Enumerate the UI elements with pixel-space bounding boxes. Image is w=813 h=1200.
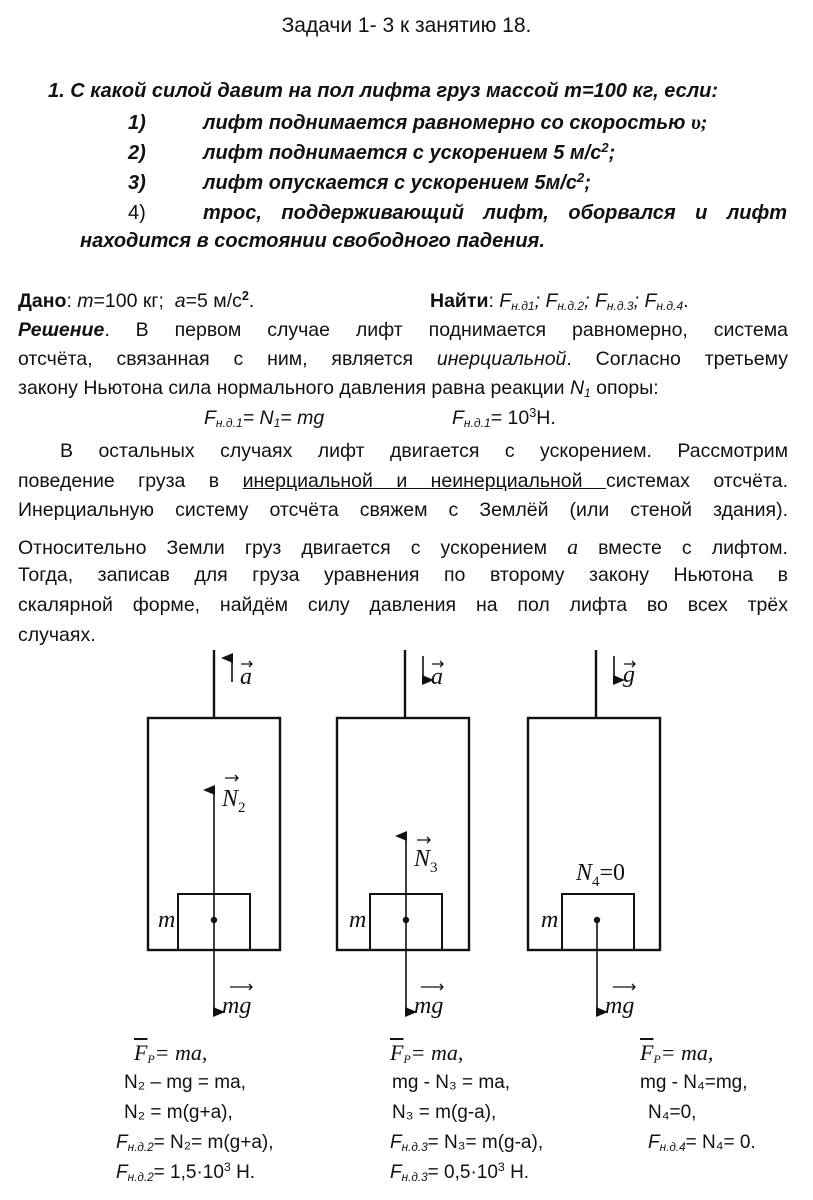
eq-fnd1-sub: н.д.1 xyxy=(215,416,243,431)
c1-vec-rhs: = ma, xyxy=(154,1040,208,1065)
sol-p2-4a: Относительно Земли груз двигается с ускорением xyxy=(18,537,568,559)
given-mass-var: m xyxy=(77,290,94,312)
eq-fnd1-line xyxy=(204,407,324,430)
lift-2-N-letter: N xyxy=(414,846,431,872)
given-line: Дано: m=100 кг; a=5 $м/с^2$. xyxy=(18,289,255,312)
lift-2-accel-label: a xyxy=(431,664,443,690)
lift-3-mass-label: m xyxy=(541,907,559,933)
given-label: Дано xyxy=(18,290,67,312)
lift-1-center-dot xyxy=(211,917,217,923)
c1-l2: N₂ – mg = ma, xyxy=(124,1072,246,1093)
c1-l3: N₂ = m(g+a), xyxy=(124,1102,233,1123)
lift-3-N-sub: 4 xyxy=(592,874,600,890)
eq-fnd1v-eq: = 10 xyxy=(490,407,530,429)
case-4-text: трос, поддерживающий лифт, оборвался и лифт xyxy=(203,202,787,224)
lift-2-N-label xyxy=(413,846,438,876)
c3-l2: mg - N₄=mg, xyxy=(640,1072,748,1093)
sol-p2-4b: a xyxy=(567,534,579,559)
c3-l3: N₄=0, xyxy=(648,1102,697,1123)
lift-1-N-label xyxy=(221,786,246,816)
eq-fnd1-mg: = mg xyxy=(280,407,325,429)
find-f2: ; F xyxy=(534,290,558,312)
solution-p2-4 xyxy=(18,534,788,560)
c2-l3: N₃ = m(g-a), xyxy=(392,1102,497,1123)
find-f2-sub: н.д.2 xyxy=(557,299,585,314)
case-3-num: 3) xyxy=(128,172,146,194)
lift-diagrams xyxy=(0,640,813,1030)
c3-l4-sub: н.д.4 xyxy=(659,1140,686,1154)
case-1-text: лифт поднимается равномерно со скоростью xyxy=(203,112,686,134)
eq-fnd1v-unit: Н. xyxy=(536,407,556,429)
lift-2-weight-label: mg xyxy=(414,993,444,1019)
lift-1-N-sub: 2 xyxy=(238,800,246,816)
sol-p2-2b: инерциальной и неинерциальной xyxy=(242,470,606,492)
c2-l4 xyxy=(390,1132,543,1154)
c3-l4-rhs: = N₄= 0. xyxy=(685,1132,756,1153)
c1-l5 xyxy=(116,1162,255,1184)
c1-l5-sup: 3 xyxy=(223,1160,231,1175)
c1-l5-val: = 1,5·10 xyxy=(153,1162,224,1183)
lift-1-accel-label: a xyxy=(240,664,252,690)
c2-l5-unit: Н. xyxy=(504,1162,530,1183)
lift-2-center-dot xyxy=(403,917,409,923)
solution-p2-1: В остальных случаях лифт двигается с ускорением. Рассмотрим xyxy=(60,440,788,462)
c1-l4-rhs: = N₂= m(g+a), xyxy=(153,1132,274,1153)
case-4-num: 4) xyxy=(128,202,146,224)
solution-label: Решение xyxy=(18,319,105,341)
sol-l2c: . Согласно третьему xyxy=(566,348,788,370)
given-acc-val: =5 м/с xyxy=(185,290,242,312)
solution-line-1 xyxy=(18,319,788,342)
find-f3-sub: н.д.3 xyxy=(606,299,634,314)
c2-l4-F: F xyxy=(390,1132,402,1153)
c2-FP-sub: P xyxy=(403,1052,411,1066)
c1-l5-unit: Н. xyxy=(230,1162,256,1183)
case-2-text: лифт поднимается с ускорением 5 м/с xyxy=(203,142,602,164)
lift-1-mass-label: m xyxy=(158,907,176,933)
c1-l4-sub: н.д.2 xyxy=(127,1140,154,1154)
case-2-tail: ; xyxy=(608,142,616,164)
case-3 xyxy=(203,169,591,195)
case-1-num: 1) xyxy=(128,112,146,134)
case-1-tail: υ; xyxy=(690,112,708,134)
given-mass-val: =100 кг; xyxy=(93,290,164,312)
c1-l4-F: F xyxy=(116,1132,128,1153)
eq-fnd1v-sup: 3 xyxy=(529,406,537,421)
c3-l4 xyxy=(648,1132,756,1154)
c2-l4-rhs: = N₃= m(g-a), xyxy=(427,1132,544,1153)
lift-3-center-dot xyxy=(594,917,600,923)
lift-3-N-eq: =0 xyxy=(599,860,626,886)
c2-FP: $\overline{F}$ xyxy=(390,1040,404,1065)
find-end: . xyxy=(683,290,689,312)
c3-vec-rhs: = ma, xyxy=(660,1040,714,1065)
c1-l5-sub: н.д.2 xyxy=(127,1170,154,1184)
given-acc-sup: 2 xyxy=(241,289,249,304)
c3-vector-eq xyxy=(640,1040,713,1066)
lift-2-N-sub: 3 xyxy=(430,860,438,876)
c2-vector-eq xyxy=(390,1040,463,1066)
c2-l4-sub: н.д.3 xyxy=(401,1140,428,1154)
solution-p2-3: Инерциальную систему отсчёта свяжем с Землёй (или стеной здания). xyxy=(18,499,788,521)
sol-l2a: отсчёта, связанная с ним, является xyxy=(18,348,437,370)
sol-l3-N: N xyxy=(569,377,585,399)
eq-fnd1v-sub: н.д.1 xyxy=(463,416,491,431)
c3-FP-sub: P xyxy=(653,1052,661,1066)
find-f1: F xyxy=(499,290,512,312)
eq-fnd1-eqN: = N xyxy=(242,407,274,429)
c3-FP: $\overline{F}$ xyxy=(640,1040,654,1065)
case-2 xyxy=(203,139,616,165)
case-2-sup: 2 xyxy=(601,139,609,155)
lift-3-N-letter: N xyxy=(576,860,593,886)
find-label: Найти xyxy=(430,290,489,312)
eq-fnd1v-F: F xyxy=(452,407,464,429)
find-line: Найти: $F_{н.д1}$; $F_{н.д.2}$; $F_{н.д.3}$; $F_{н.д.4}$. xyxy=(430,290,689,314)
solution-line-1-text: . В первом случае лифт поднимается равномерно, система xyxy=(104,319,788,341)
sol-p2-2c: системах отсчёта. xyxy=(605,470,788,492)
c2-l5-F: F xyxy=(390,1162,402,1183)
sol-l3-N-sub: 1 xyxy=(584,386,591,401)
lift-3-N-label xyxy=(575,860,625,890)
solution-line-3 xyxy=(18,377,659,400)
problem-question: 1. С какой силой давит на пол лифта груз массой m=100 кг, если: xyxy=(48,80,719,102)
c2-l5-sub: н.д.3 xyxy=(401,1170,428,1184)
find-f4-sub: н.д.4 xyxy=(656,299,684,314)
c1-FP: $\overline{F}$ xyxy=(134,1040,148,1065)
c2-l2: mg - N₃ = ma, xyxy=(392,1072,511,1093)
solution-p2-7: случаях. xyxy=(18,624,96,646)
sol-l2b: инерциальной xyxy=(436,348,567,370)
find-f3: ; F xyxy=(584,290,607,312)
lift-1-N-letter: N xyxy=(222,786,239,812)
case-2-num: 2) xyxy=(128,142,146,164)
find-f4: ; F xyxy=(633,290,657,312)
eq-fnd1-value xyxy=(452,407,556,430)
c1-l5-F: F xyxy=(116,1162,128,1183)
lift-1-weight-label: mg xyxy=(222,993,252,1019)
sol-l3a: закону Ньютона сила нормального давления равна реакции xyxy=(18,377,570,399)
case-4-text2: находится в состоянии свободного падения. xyxy=(80,230,545,252)
c3-l4-F: F xyxy=(648,1132,660,1153)
solution-p2-2 xyxy=(18,470,788,493)
c2-l5-sup: 3 xyxy=(497,1160,505,1175)
eq-fnd1-F: F xyxy=(204,407,216,429)
c1-l4 xyxy=(116,1132,274,1154)
case-3-tail: ; xyxy=(584,172,591,194)
c2-vec-rhs: = ma, xyxy=(410,1040,464,1065)
c1-vector-eq xyxy=(134,1040,207,1066)
sol-l3b: опоры: xyxy=(590,377,659,399)
find-f1-sub: н.д1 xyxy=(511,299,535,314)
sol-p2-4c: вместе с лифтом. xyxy=(578,537,788,559)
c1-FP-sub: P xyxy=(147,1052,155,1066)
eq-fnd1-N-sub: 1 xyxy=(273,416,281,431)
solution-p2-6: скалярной форме, найдём силу давления на пол лифта во всех трёх xyxy=(18,594,788,616)
lift-3-weight-label: mg xyxy=(605,993,635,1019)
solution-p2-5: Тогда, записав для груза уравнения по второму закону Ньютона в xyxy=(18,564,788,586)
lift-3-accel-label: g xyxy=(623,662,635,688)
case-3-text: лифт опускается с ускорением 5м/с xyxy=(203,172,577,194)
lift-2-mass-label: m xyxy=(349,907,367,933)
sol-p2-2a: поведение груза в xyxy=(18,470,243,492)
c2-l5-val: = 0,5·10 xyxy=(427,1162,498,1183)
case-3-sup: 2 xyxy=(576,169,585,185)
given-acc-var: a xyxy=(174,290,186,312)
page-title: Задачи 1- 3 к занятию 18. xyxy=(281,14,532,37)
case-1 xyxy=(203,112,707,135)
c2-l5 xyxy=(390,1162,529,1184)
solution-line-2 xyxy=(18,348,788,371)
